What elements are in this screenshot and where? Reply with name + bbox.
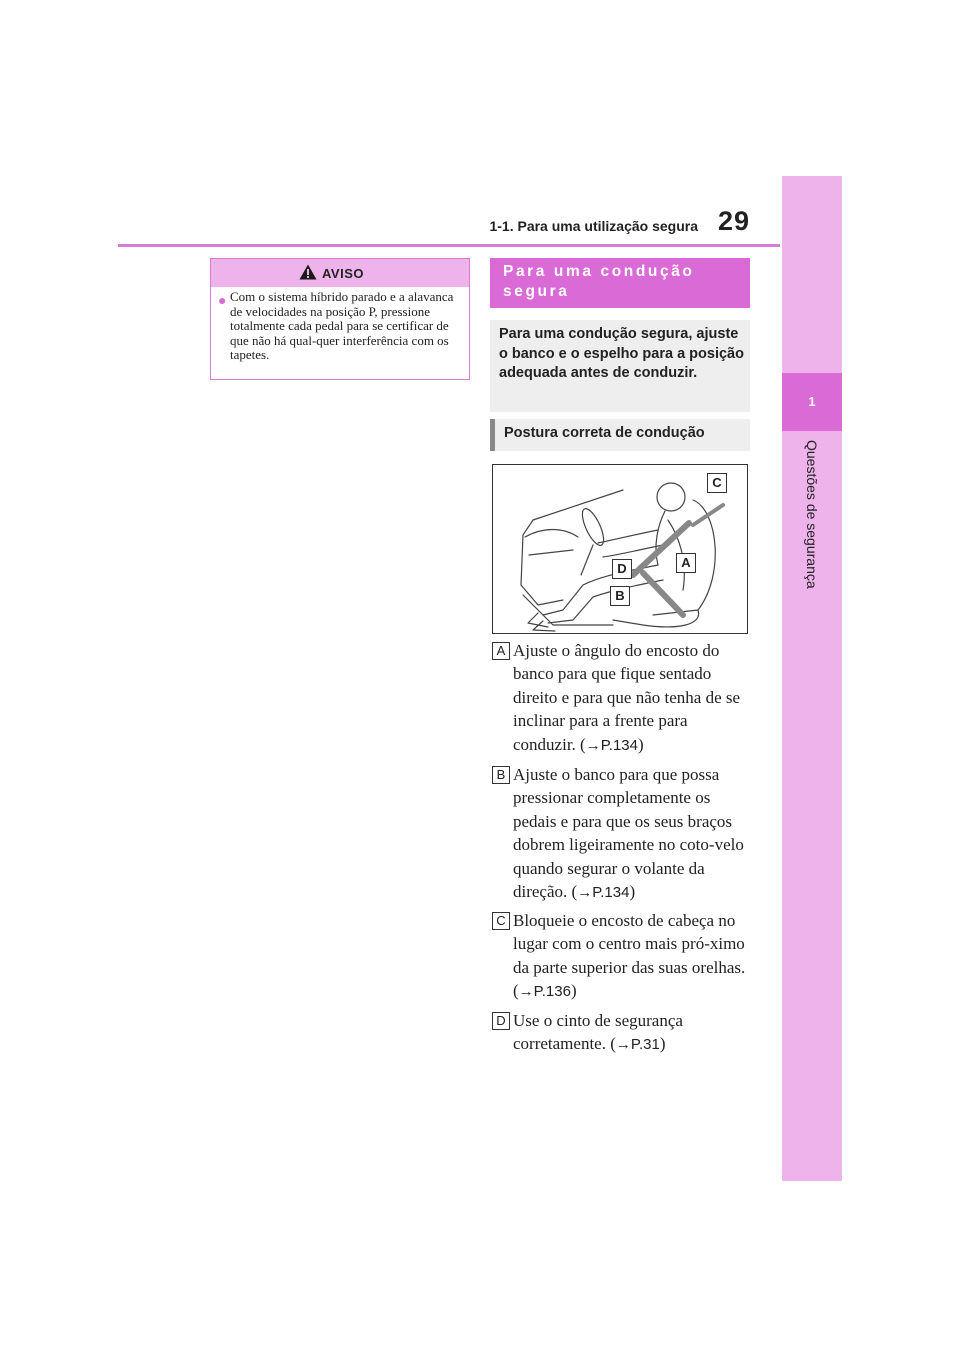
warning-box [210,258,470,380]
item-text-d: Use o cinto de segurança corretamente. (→P.31) [513,1011,683,1054]
item-letter-a: A [492,642,510,660]
page-number: 29 [718,206,751,236]
figure-callout-a: A [676,553,696,573]
item-letter-c: C [492,912,510,930]
subheading-box [490,419,750,451]
chapter-side-tab [782,176,842,1181]
figure-callout-d: D [612,559,632,579]
item-text-b: Ajuste o banco para que possa pressionar completamente os pedais e para que os seus braços dobrem ligeiramente no coto-velo quando segurar o volante da direção. (→P.134) [513,765,744,902]
warning-triangle-icon [299,264,317,280]
header-rule [118,244,780,247]
item-text-c: Bloqueie o encosto de cabeça no lugar com o centro mais pró-ximo da parte superior das suas orelhas. (→P.136) [513,911,746,1001]
figure-callout-b: B [610,586,630,606]
section-title: Para uma condução segura [503,263,695,300]
warning-header [211,259,469,287]
section-title-bar [490,258,750,308]
chapter-number: 1 [782,373,842,431]
intro-box [490,320,750,412]
chapter-title: Questões de segurança [804,440,820,589]
item-letter-b: B [492,766,510,784]
intro-text: Para uma condução segura, ajuste o banco e o espelho para a posição adequada antes de conduzir. [499,326,744,382]
warning-title: AVISO [322,266,364,281]
running-header: 1-1. Para uma utilização segura [489,218,698,234]
item-letter-d: D [492,1012,510,1030]
driving-posture-illustration [492,464,748,634]
bullet-icon: ● [218,292,227,308]
item-text-a: Ajuste o ângulo do encosto do banco para que fique sentado direito e para que não tenha de se inclinar para a frente para conduzir. (→P.134) [513,641,741,754]
subheading: Postura correta de condução [504,425,705,441]
figure-callout-c: C [707,473,727,493]
warning-text: Com o sistema híbrido parado e a alavanca de velocidades na posição P, pressione totalmente cada pedal para se certificar de que não há qual-quer interferência com os tapetes. [230,289,454,362]
